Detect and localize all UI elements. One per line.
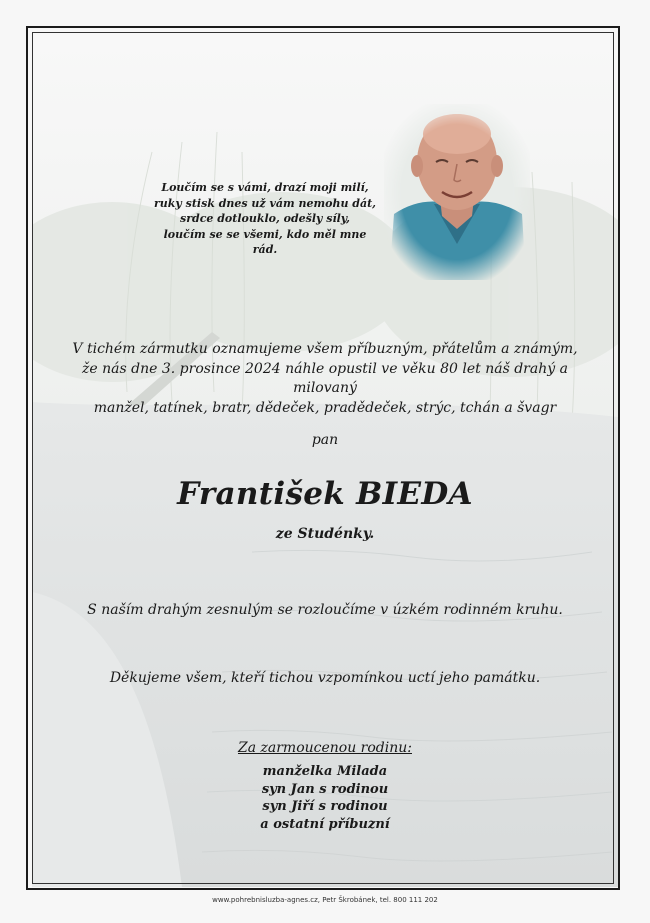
poem-line: loučím se se všemi, kdo měl mne rád. [163,227,367,256]
family-member: syn Jan s rodinou [261,781,389,797]
family-member: manželka Milada [262,764,388,779]
deceased-origin: ze Studénky. [275,526,375,542]
footer-contact: www.pohrebnisluzba-agnes.cz, Petr Škrobánek, tel. 800 111 202 [212,896,438,904]
family-member: a ostatní příbuzní [260,816,390,832]
family-members [0,763,650,833]
family-member: syn Jiří s rodinou [262,799,388,814]
deceased-name: František BIEDA [177,476,473,512]
poem-line: ruky stisk dnes už vám nemohu dát, [153,196,377,210]
thanks-note: Děkujeme všem, kteří tichou vzpomínkou uctí jeho památku. [109,670,541,686]
poem-line: srdce dotlouklo, odešly síly, [180,212,350,225]
portrait-photo [384,104,530,280]
poem [150,180,380,258]
farewell-note: S naším drahým zesnulým se rozloučíme v úzkém rodinném kruhu. [87,602,563,618]
poem-line: Loučím se s vámi, drazí moji milí, [161,181,369,194]
announcement-line: manžel, tatínek, bratr, dědeček, pradědeček, strýc, tchán a švagr [93,399,557,416]
announcement [60,340,590,418]
family-title: Za zarmoucenou rodinu: [237,740,412,756]
announcement-line: že nás dne 3. prosince 2024 náhle opustil ve věku 80 let náš drahý a milovaný [82,360,568,396]
title-pan: pan [311,432,339,448]
announcement-line: V tichém zármutku oznamujeme všem příbuzným, přátelům a známým, [72,341,578,357]
